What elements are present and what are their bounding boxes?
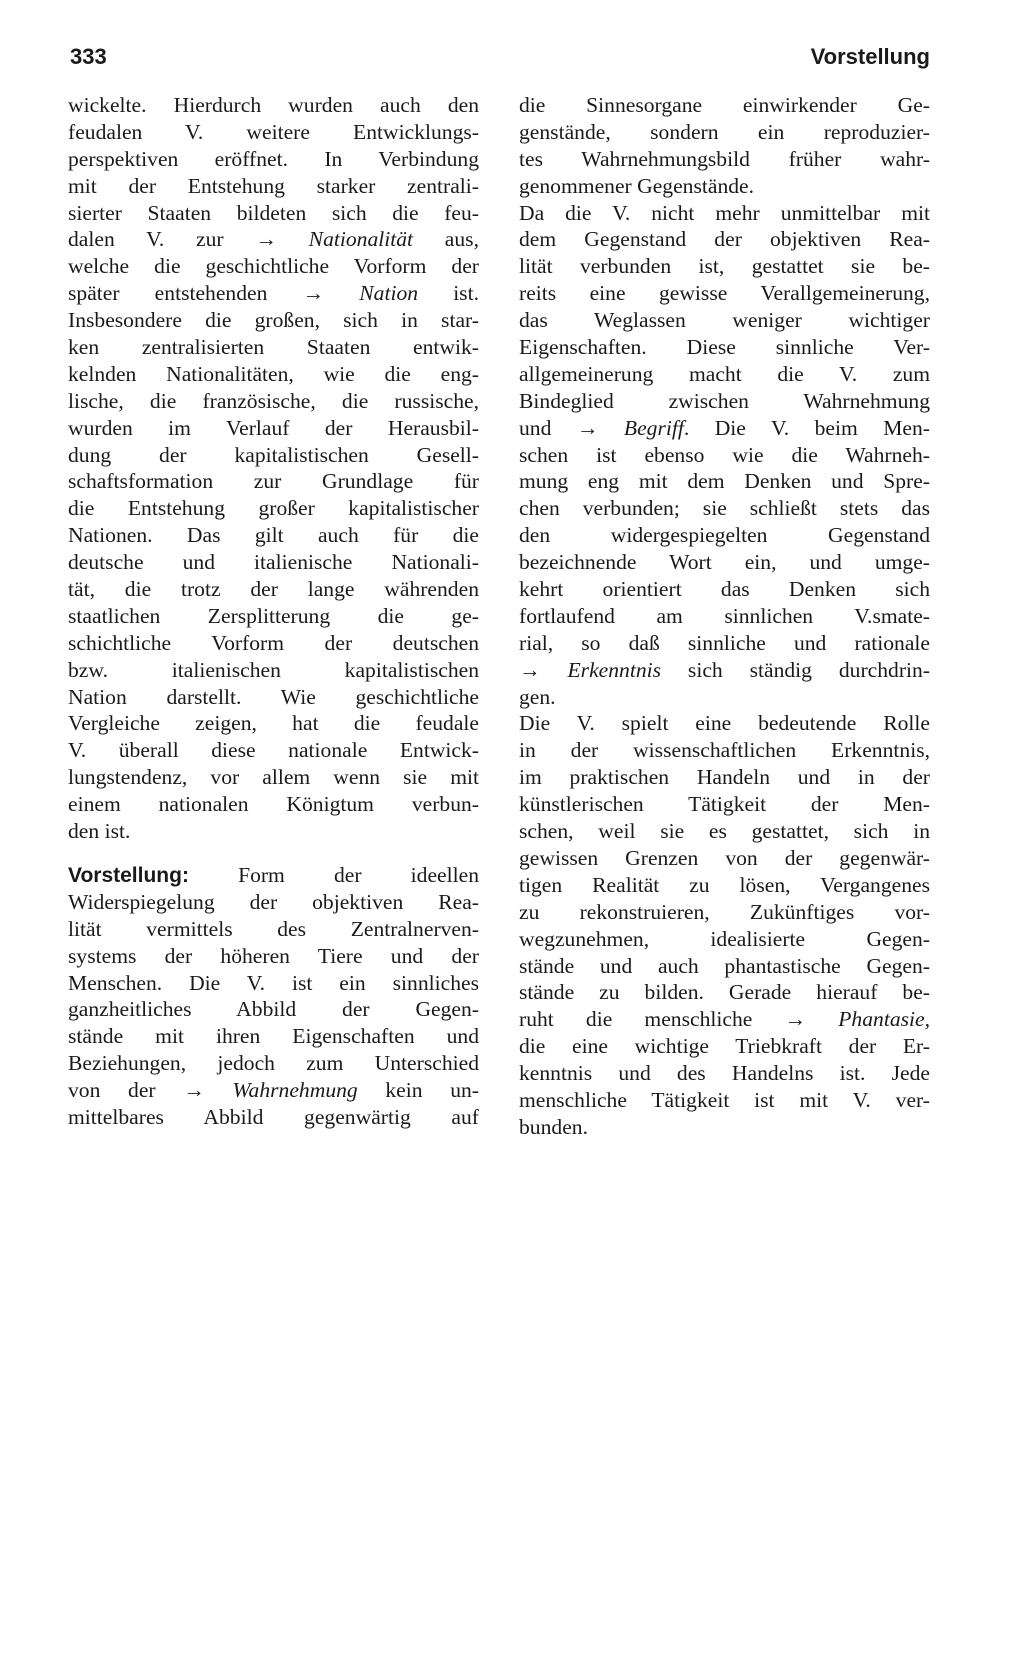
text-line xyxy=(519,1060,930,1087)
text-run: staatlichen Zersplitterung die ge- xyxy=(68,603,479,628)
text-line xyxy=(519,1006,930,1033)
text-run: Insbesondere die großen, sich in star- xyxy=(68,308,479,333)
text-line xyxy=(519,442,930,469)
text-line xyxy=(68,146,479,173)
text-line xyxy=(519,226,930,253)
cross-reference: Nationalität xyxy=(308,227,414,252)
text-line xyxy=(68,1104,479,1131)
text-line xyxy=(68,119,479,146)
text-line xyxy=(519,200,930,227)
text-run: von der xyxy=(68,1078,184,1103)
cross-reference-arrow-icon: → xyxy=(183,1078,233,1103)
text-line xyxy=(68,307,479,334)
text-line xyxy=(519,1114,930,1141)
text-run: feudalen V. weitere Entwicklungs- xyxy=(68,119,479,144)
text-run: schen ist ebenso wie die Wahrneh- xyxy=(519,442,930,467)
text-line xyxy=(519,1033,930,1060)
text-line xyxy=(519,522,930,549)
text-run: Die V. spielt eine bedeutende Rolle xyxy=(519,711,930,736)
text-line xyxy=(519,253,930,280)
text-run: später entstehenden xyxy=(68,281,303,306)
text-line xyxy=(519,146,930,173)
cross-reference-arrow-icon: → xyxy=(784,1007,839,1032)
entry-term: Vorstellung: xyxy=(68,863,189,887)
text-run: Menschen. Die V. ist ein sinnliches xyxy=(68,970,479,995)
text-line xyxy=(519,737,930,764)
text-line xyxy=(519,872,930,899)
text-line xyxy=(519,495,930,522)
text-run: in der wissenschaftlichen Erkenntnis, xyxy=(519,738,930,763)
text-run: ken zentralisierten Staaten entwik- xyxy=(68,335,479,360)
text-run: das Weglassen weniger wichtiger xyxy=(519,308,930,333)
text-line xyxy=(68,916,479,943)
cross-reference: Nation xyxy=(359,281,419,306)
cross-reference: Begriff xyxy=(623,415,684,440)
text-line xyxy=(68,549,479,576)
text-run: allgemeinerung macht die V. zum xyxy=(519,361,930,386)
text-line xyxy=(68,334,479,361)
text-run: die Sinnesorgane einwirkender Ge- xyxy=(519,93,930,117)
running-head: Vorstellung xyxy=(810,44,930,69)
text-run: Beziehungen, jedoch zum Unterschied xyxy=(68,1051,479,1076)
text-run: deutsche und italienische Nationali- xyxy=(68,550,479,575)
text-run: schen, weil sie es gestattet, sich in xyxy=(519,819,930,844)
cross-reference-arrow-icon: → xyxy=(519,657,568,682)
text-run: aus, xyxy=(413,227,479,252)
text-run: dem Gegenstand der objektiven Rea- xyxy=(519,227,930,252)
text-run: Vergleiche zeigen, hat die feudale xyxy=(68,711,479,736)
text-run: Da die V. nicht mehr unmittelbar mit xyxy=(519,200,930,225)
text-run: den ist. xyxy=(68,819,131,844)
cross-reference-arrow-icon: → xyxy=(576,415,624,440)
text-run: stände und auch phantastische Gegen- xyxy=(519,953,930,978)
text-line xyxy=(519,307,930,334)
text-line xyxy=(68,970,479,997)
text-run: mung eng mit dem Denken und Spre- xyxy=(519,469,930,494)
text-line xyxy=(519,388,930,415)
text-run: lische, die französische, die russische, xyxy=(68,388,479,413)
text-run: Widerspiegelung der objektiven Rea- xyxy=(68,889,479,914)
text-run: wickelte. Hierdurch wurden auch den xyxy=(68,93,479,117)
text-line xyxy=(68,495,479,522)
text-run: sich ständig durchdrin- xyxy=(661,657,930,682)
text-line xyxy=(68,442,479,469)
text-run: chen verbunden; sie schließt stets das xyxy=(519,496,930,521)
text-run: bzw. italienischen kapitalistischen xyxy=(68,657,479,682)
text-line xyxy=(68,92,479,119)
text-run: kehrt orientiert das Denken sich xyxy=(519,577,930,602)
text-run: Eigenschaften. Diese sinnliche Ver- xyxy=(519,335,930,360)
text-run: wurden im Verlauf der Herausbil- xyxy=(68,415,479,440)
text-line xyxy=(519,710,930,737)
text-run: lität verbunden ist, gestattet sie be- xyxy=(519,254,930,279)
text-line xyxy=(68,226,479,253)
text-line xyxy=(68,862,479,889)
text-line xyxy=(68,710,479,737)
text-run: reits eine gewisse Verallgemeinerung, xyxy=(519,281,930,306)
text-run: Bindeglied zwischen Wahrnehmung xyxy=(519,388,930,413)
text-line xyxy=(68,684,479,711)
text-run: perspektiven eröffnet. In Verbindung xyxy=(68,146,479,171)
text-run: dalen V. zur xyxy=(68,227,256,252)
text-line xyxy=(68,889,479,916)
text-line xyxy=(519,926,930,953)
text-run: sierter Staaten bildeten sich die feu- xyxy=(68,200,479,225)
text-run: tes Wahrnehmungsbild früher wahr- xyxy=(519,146,930,171)
text-run: den widergespiegelten Gegenstand xyxy=(519,523,930,548)
text-line xyxy=(68,200,479,227)
text-line xyxy=(519,657,930,684)
text-run: die Entstehung großer kapitalistischer xyxy=(68,496,479,521)
text-run: schichtliche Vorform der deutschen xyxy=(68,630,479,655)
text-run: fortlaufend am sinnlichen V.smate- xyxy=(519,603,930,628)
text-run: künstlerischen Tätigkeit der Men- xyxy=(519,792,930,817)
text-run: tät, die trotz der lange währenden xyxy=(68,577,479,602)
text-line xyxy=(68,630,479,657)
text-run: mittelbares Abbild gegenwärtig auf xyxy=(68,1104,479,1129)
text-run: einem nationalen Königtum verbun- xyxy=(68,792,479,817)
text-run: menschliche Tätigkeit ist mit V. ver- xyxy=(519,1087,930,1112)
cross-reference-arrow-icon: → xyxy=(255,227,309,252)
text-line xyxy=(68,1050,479,1077)
text-run: dung der kapitalistischen Gesell- xyxy=(68,442,479,467)
text-line xyxy=(519,1087,930,1114)
text-line xyxy=(519,845,930,872)
text-line xyxy=(68,468,479,495)
text-line xyxy=(519,630,930,657)
text-line xyxy=(68,737,479,764)
text-line xyxy=(519,576,930,603)
text-run: bezeichnende Wort ein, und umge- xyxy=(519,550,930,575)
text-line xyxy=(68,576,479,603)
text-line xyxy=(68,522,479,549)
text-run: genstände, sondern ein reproduzier- xyxy=(519,119,930,144)
text-line xyxy=(519,818,930,845)
text-line xyxy=(68,603,479,630)
text-run: Nationen. Das gilt auch für die xyxy=(68,523,479,548)
cross-reference-arrow-icon: → xyxy=(302,281,360,306)
cross-reference: Wahrnehmung xyxy=(232,1078,358,1103)
text-run: lungstendenz, vor allem wenn sie mit xyxy=(68,765,479,790)
text-line xyxy=(519,549,930,576)
text-run: ist. xyxy=(418,281,479,306)
text-line xyxy=(68,791,479,818)
text-run: ganzheitliches Abbild der Gegen- xyxy=(68,997,479,1022)
text-run: schaftsformation zur Grundlage für xyxy=(68,469,479,494)
text-line xyxy=(519,979,930,1006)
text-run: kenntnis und des Handelns ist. Jede xyxy=(519,1061,930,1086)
text-line xyxy=(68,764,479,791)
text-line xyxy=(68,1077,479,1104)
text-line xyxy=(68,361,479,388)
page-header xyxy=(70,36,930,70)
text-line xyxy=(519,280,930,307)
text-run: rial, so daß sinnliche und rationale xyxy=(519,630,930,655)
text-run: genommener Gegenstände. xyxy=(519,173,755,198)
left-column xyxy=(68,92,479,1131)
text-line xyxy=(68,280,479,307)
text-run: mit der Entstehung starker zentrali- xyxy=(68,173,479,198)
text-run: bunden. xyxy=(519,1114,588,1139)
text-run: stände mit ihren Eigenschaften und xyxy=(68,1024,479,1049)
text-line xyxy=(68,1023,479,1050)
text-run: kein un- xyxy=(357,1078,479,1103)
text-run: die eine wichtige Triebkraft der Er- xyxy=(519,1034,930,1059)
text-run: und xyxy=(519,415,577,440)
text-run: stände zu bilden. Gerade hierauf be- xyxy=(519,980,930,1005)
text-line xyxy=(68,415,479,442)
text-line xyxy=(519,361,930,388)
text-line xyxy=(68,943,479,970)
text-run: welche die geschichtliche Vorform der xyxy=(68,254,479,279)
text-run: gewissen Grenzen von der gegenwär- xyxy=(519,845,930,870)
text-line xyxy=(519,953,930,980)
right-column xyxy=(519,92,930,1141)
text-line xyxy=(519,468,930,495)
text-run: systems der höheren Tiere und der xyxy=(68,943,479,968)
text-run: . Die V. beim Men- xyxy=(683,415,930,440)
text-line xyxy=(68,388,479,415)
text-line xyxy=(519,764,930,791)
text-run: lität vermittels des Zentralnerven- xyxy=(68,916,479,941)
text-line xyxy=(68,173,479,200)
text-line xyxy=(68,996,479,1023)
text-line xyxy=(519,173,930,200)
text-run: Form der ideellen xyxy=(188,862,479,887)
text-run: V. überall diese nationale Entwick- xyxy=(68,738,479,763)
text-line xyxy=(519,899,930,926)
text-line xyxy=(68,657,479,684)
text-run: kelnden Nationalitäten, wie die eng- xyxy=(68,361,479,386)
text-run: wegzunehmen, idealisierte Gegen- xyxy=(519,926,930,951)
text-line xyxy=(68,818,479,845)
cross-reference: Erkenntnis xyxy=(567,657,662,682)
entry-separator xyxy=(68,845,479,862)
text-run: zu rekonstruieren, Zukünftiges vor- xyxy=(519,899,930,924)
text-run: Nation darstellt. Wie geschichtliche xyxy=(68,684,479,709)
text-line xyxy=(519,415,930,442)
text-line xyxy=(519,334,930,361)
text-line xyxy=(519,684,930,711)
page-number: 333 xyxy=(70,44,107,69)
text-run: im praktischen Handeln und in der xyxy=(519,765,930,790)
text-line xyxy=(519,92,930,119)
cross-reference: Phantasie, xyxy=(838,1007,930,1032)
text-line xyxy=(519,119,930,146)
text-run: ruht die menschliche xyxy=(519,1007,785,1032)
text-line xyxy=(519,603,930,630)
text-line xyxy=(519,791,930,818)
text-run: gen. xyxy=(519,684,556,709)
text-line xyxy=(68,253,479,280)
text-run: tigen Realität zu lösen, Vergangenes xyxy=(519,872,930,897)
